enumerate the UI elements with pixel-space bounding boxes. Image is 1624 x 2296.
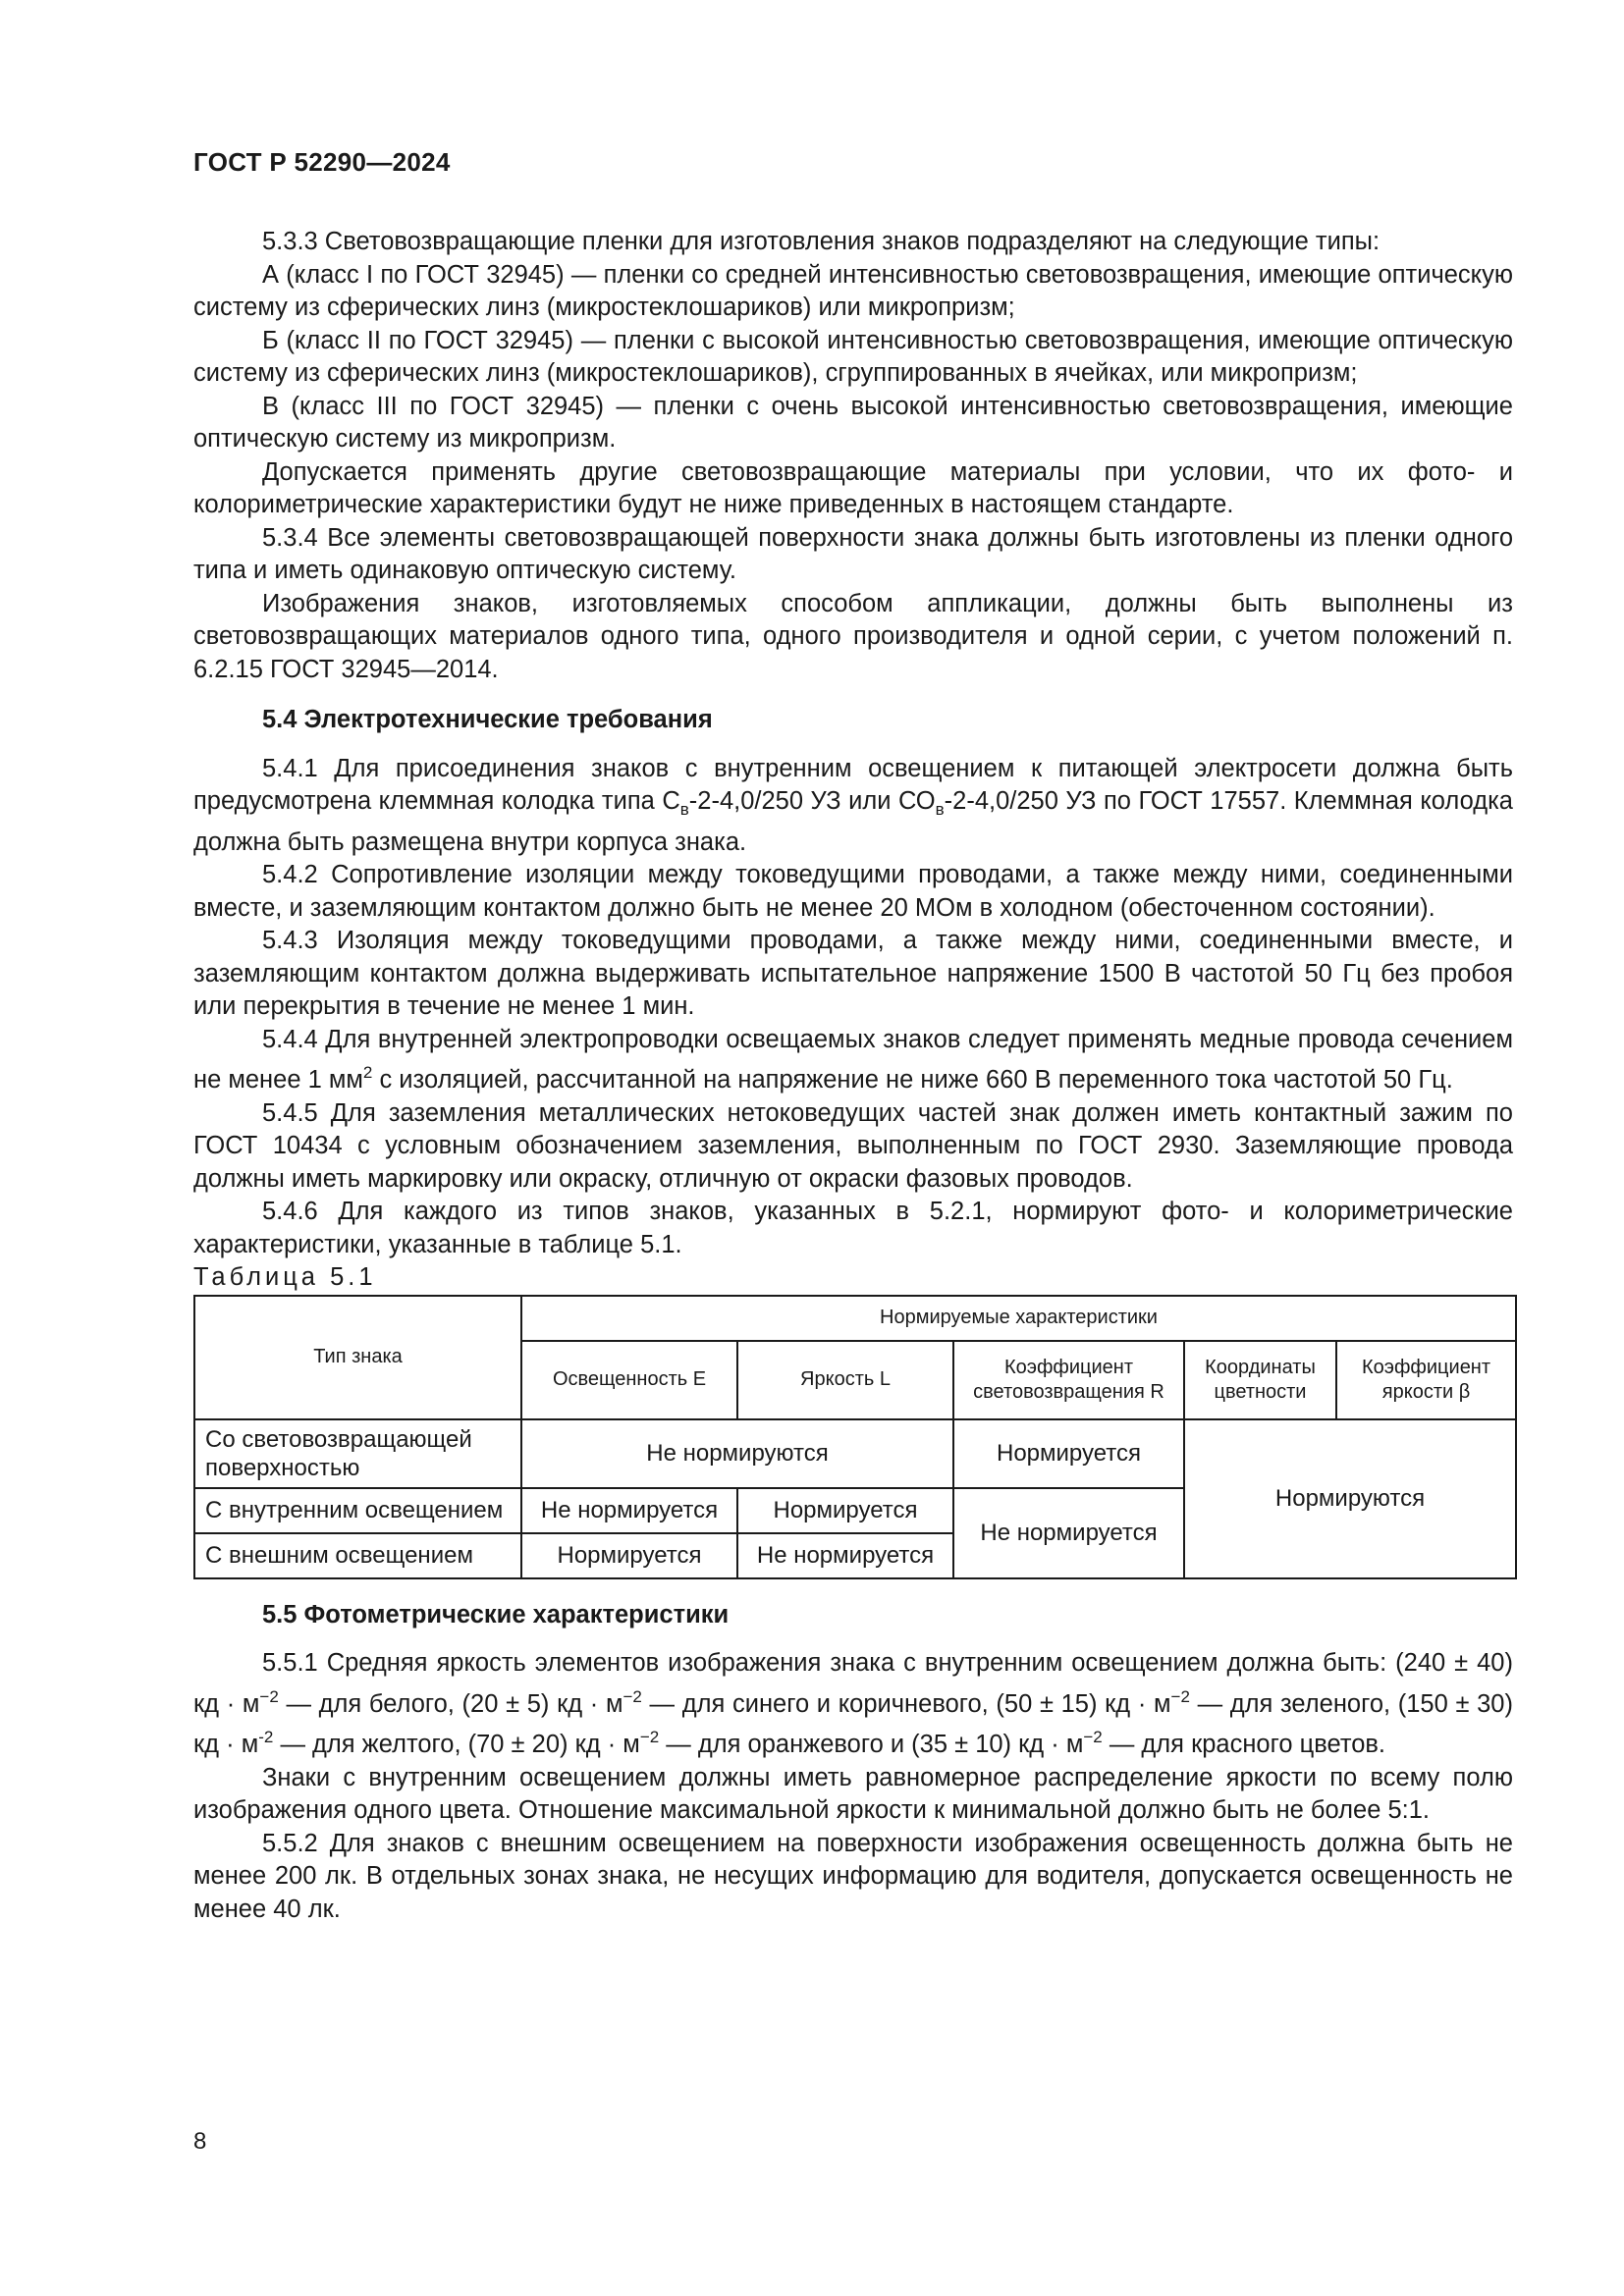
- paragraph-5-3-4: 5.3.4 Все элементы световозвращающей поверхности знака должны быть изготовлены из пленки одного типа и иметь одинаковую оптическую систему.: [193, 523, 1513, 584]
- paragraph-5-4-2: 5.4.2 Сопротивление изоляции между токоведущими проводами, а также между ними, соединенными вместе, и заземляющим контактом должно быть не менее 20 МОм в холодном (обесточенном состоянии).: [193, 861, 1513, 922]
- characteristics-table: [193, 1295, 1517, 1579]
- table-cell: Нормируется: [737, 1488, 953, 1533]
- section-heading-5-5: 5.5 Фотометрические характеристики: [262, 1600, 730, 1629]
- table-row-label: С внутренним освещением: [194, 1488, 521, 1533]
- paragraph-application: Изображения знаков, изготовляемых способом аппликации, должны быть выполнены из световозвращающих материалов одного типа, одного производителя и одной серии, с учетом положений п. 6.2.15 ГОСТ 32945—2014.: [193, 589, 1513, 683]
- table-col-luminance-factor: Коэффициент яркости β: [1336, 1341, 1516, 1419]
- paragraph-5-3-3: 5.3.3 Световозвращающие пленки для изготовления знаков подразделяют на следующие типы:: [262, 228, 1380, 255]
- paragraph-5-4-6: 5.4.6 Для каждого из типов знаков, указанных в 5.2.1, нормируют фото- и колориметрические характеристики, указанные в таблице 5.1.: [193, 1198, 1513, 1258]
- page-number: 8: [193, 2128, 207, 2155]
- table-cell: Нормируется: [521, 1533, 737, 1578]
- table-row-label: Со световозвращающей поверхностью: [194, 1419, 521, 1488]
- paragraph-5-4-5: 5.4.5 Для заземления металлических нетоковедущих частей знак должен иметь контактный зажим по ГОСТ 10434 с условным обозначением заземления, выполненным по ГОСТ 2930. Заземляющие провода должны иметь маркировку или окраску, отличную от окраски фазовых проводов.: [193, 1098, 1513, 1193]
- table-row-label: С внешним освещением: [194, 1533, 521, 1578]
- table-cell: Не нормируется: [953, 1488, 1184, 1578]
- table-cell: Нормируются: [1184, 1419, 1516, 1578]
- table-col-chromaticity: Координаты цветности: [1184, 1341, 1336, 1419]
- document-body: [193, 226, 1513, 1926]
- paragraph-type-b: Б (класс II по ГОСТ 32945) — пленки с высокой интенсивностью световозвращения, имеющие оптическую систему из сферических линз (микростеклошариков), сгруппированных в ячейках, или микропризм;: [193, 326, 1513, 387]
- paragraph-5-4-3: 5.4.3 Изоляция между токоведущими проводами, а также между ними, соединенными вместе, и заземляющим контактом должна выдерживать испытательное напряжение 1500 В частотой 50 Гц без пробоя или перекрытия в течение не менее 1 мин.: [193, 927, 1513, 1020]
- section-heading-5-4: 5.4 Электротехнические требования: [262, 706, 713, 733]
- table-cell: Не нормируется: [737, 1533, 953, 1578]
- table-caption: Таблица 5.1: [193, 1263, 377, 1291]
- table-cell: Не нормируется: [521, 1488, 737, 1533]
- table-col-retroreflection: Коэффициент световозвращения R: [953, 1341, 1184, 1419]
- table-cell: Нормируется: [953, 1419, 1184, 1488]
- table-col-illuminance: Освещенность E: [521, 1341, 737, 1419]
- paragraph-type-a: А (класс I по ГОСТ 32945) — пленки со средней интенсивностью световозвращения, имеющие оптическую систему из сферических линз (микростеклошариков) или микропризм;: [193, 260, 1513, 321]
- paragraph-uniformity: Знаки с внутренним освещением должны иметь равномерное распределение яркости по всему полю изображения одного цвета. Отношение максимальной яркости к минимальной должно быть не более 5:1.: [193, 1763, 1513, 1824]
- paragraph-5-4-4: 5.4.4 Для внутренней электропроводки освещаемых знаков следует применять медные провода сечением не менее 1 $мм^2$ с изоляцией, рассчитанной на напряжение не ниже 660 В переменного тока частотой 50 Гц.: [193, 1025, 1513, 1094]
- paragraph-5-5-1: 5.5.1 Средняя яркость элементов изображения знака с внутренним освещением должна быть: (240 ± 40) кд · $м^{-2}$ — для белого, (20 ± 5) кд · $м^{-2}$ — для синего и коричневого, (50 ± 15) кд · $м^{-2}$ — для зеленого, (150 ± 30) кд · $м^{-2}$ — для желтого, (70 ± 20) кд · $м^{-2}$ — для оранжевого и (35 ± 10) кд · $м^{-2}$ — для красного цветов.: [193, 1649, 1513, 1758]
- paragraph-other-materials: Допускается применять другие световозвращающие материалы при условии, что их фото- и колориметрические характеристики будут не ниже приведенных в настоящем стандарте.: [193, 457, 1513, 518]
- table-head-group: Нормируемые характеристики: [521, 1296, 1516, 1341]
- document-code-header: ГОСТ Р 52290—2024: [193, 147, 451, 177]
- table-cell: Не нормируются: [521, 1419, 953, 1488]
- paragraph-type-v: В (класс III по ГОСТ 32945) — пленки с очень высокой интенсивностью световозвращения, имеющие оптическую систему из микропризм.: [193, 392, 1513, 453]
- paragraph-5-5-2: 5.5.2 Для знаков с внешним освещением на поверхности изображения освещенность должна быть не менее 200 лк. В отдельных зонах знака, не несущих информацию для водителя, допускается освещенность не менее 40 лк.: [193, 1829, 1513, 1923]
- paragraph-5-4-1: 5.4.1 Для присоединения знаков с внутренним освещением к питающей электросети должна быть предусмотрена клеммная колодка типа $С_в-2-4,0/250$ УЗ или $СО_в-2-4,0/250$ УЗ по ГОСТ 17557. Клеммная колодка должна быть размещена внутри корпуса знака.: [193, 754, 1513, 856]
- table-col-brightness: Яркость L: [737, 1341, 953, 1419]
- table-head-sign-type: Тип знака: [194, 1296, 521, 1419]
